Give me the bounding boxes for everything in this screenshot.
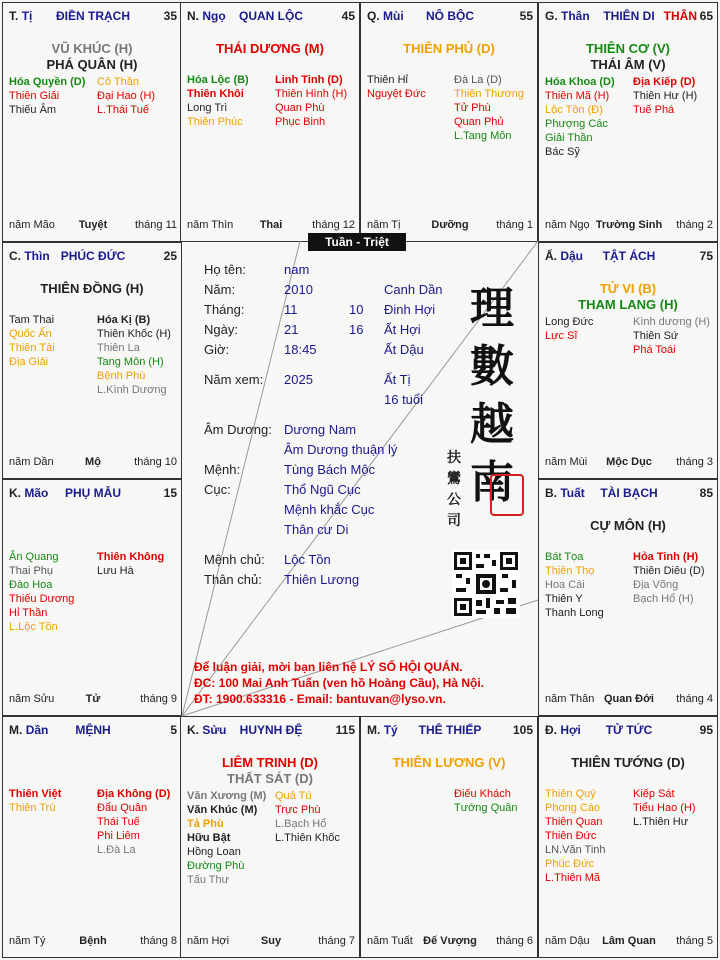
calligraphy-ly: 理 [470, 283, 514, 334]
minor-star: Tấu Thư [187, 874, 230, 886]
minor-star: Thai Phụ [9, 565, 54, 577]
cell-year: năm Dậu [545, 935, 590, 947]
minor-star: Hóa Quyền (D) [9, 76, 86, 88]
cuc-label: Cục: [204, 482, 231, 497]
minor-star: Thiên Tài [9, 342, 55, 354]
minor-star: Phi Liêm [97, 830, 140, 842]
cuc-value: Thổ Ngũ Cục [284, 482, 361, 497]
cell-can: M. [9, 723, 23, 737]
cell-year: năm Tị [367, 219, 401, 231]
minor-star: Bát Tọa [545, 551, 584, 563]
cell-chi: Dần [25, 723, 49, 737]
cell-year: năm Mão [9, 219, 55, 231]
minor-star: Ân Quang [9, 551, 59, 563]
ngay-can-chi: Ất Hợi [384, 322, 421, 337]
calligraphy-small [447, 448, 463, 532]
main-star: VŨ KHÚC (H) [51, 41, 133, 56]
cell-month: tháng 3 [676, 456, 713, 468]
minor-star: Thiên Khôi [187, 88, 244, 100]
minor-star: Bệnh Phù [97, 370, 146, 382]
cell-stage: Quan Đới [604, 693, 654, 705]
main-star: THAM LANG (H) [578, 297, 678, 312]
cell-age: 95 [699, 723, 713, 737]
minor-star: Nguyệt Đức [367, 88, 426, 100]
minor-star: Bác Sỹ [545, 146, 580, 158]
cell-stage: Lâm Quan [602, 935, 656, 947]
calligraphy-viet: 越 [470, 399, 514, 450]
cell-palace-name: THÊ THIẾP [418, 723, 482, 737]
cell-year: năm Sửu [9, 693, 55, 705]
minor-star: Lưu Hà [97, 565, 134, 577]
small-char-4: 司 [447, 513, 461, 529]
cell-palace-name: PHỤ MẪU [65, 486, 121, 500]
thang-label: Tháng: [204, 302, 245, 317]
minor-star: Thiên Khốc (H) [97, 328, 171, 340]
minor-star: Tả Phù [187, 818, 224, 830]
cell-chi: Ngọ [202, 9, 226, 23]
minor-star: Thiên Y [545, 593, 583, 605]
main-star: THÁI ÂM (V) [590, 57, 666, 72]
minor-star: Linh Tinh (D) [275, 74, 343, 86]
minor-star: Phục Binh [275, 116, 326, 128]
cell-month: tháng 2 [676, 219, 713, 231]
minor-star: Thiên Hư (H) [633, 90, 698, 102]
main-star: LIÊM TRINH (D) [221, 755, 319, 770]
minor-star: Quốc Ấn [9, 328, 52, 340]
minor-star: Thiên Mã (H) [545, 90, 610, 102]
main-star: THIÊN TƯỚNG (D) [571, 755, 685, 770]
cell-age: 55 [519, 9, 533, 23]
cell-stage: Đế Vượng [423, 935, 477, 947]
cell-can: Ấ. [545, 249, 557, 263]
minor-star: Lực Sĩ [545, 330, 578, 342]
cuc-relation: Mệnh khắc Cục [284, 502, 375, 517]
contact-line-1: Để luận giải, mời bạn liên hệ LÝ SỐ HỘI QUÁN. [194, 660, 463, 674]
nam-value: 2010 [284, 282, 313, 297]
minor-star: Lộc Tồn (Đ) [545, 104, 603, 116]
menh-value: Tùng Bách Mộc [284, 462, 376, 477]
cell-month: tháng 5 [676, 935, 713, 947]
minor-star: Phượng Các [545, 118, 608, 130]
cell-stage: Bệnh [79, 935, 107, 947]
minor-star: Địa Không (D) [97, 788, 171, 800]
minor-star: Quả Tú [275, 790, 312, 802]
cell-age: 15 [163, 486, 177, 500]
cell-month: tháng 4 [676, 693, 713, 705]
minor-star: Thiên Quý [545, 788, 596, 800]
am-duong-ly: Âm Dương thuận lý [284, 442, 398, 457]
red-seal-icon [490, 474, 524, 516]
cell-palace-name: MỆNH [75, 723, 111, 737]
minor-star: L.Thiên Hư [633, 816, 689, 828]
nam-can-chi: Canh Dần [384, 282, 443, 297]
nam-label: Năm: [204, 282, 236, 297]
cell-month: tháng 9 [140, 693, 177, 705]
cell-age: 45 [341, 9, 355, 23]
minor-star: L.Lộc Tồn [9, 621, 58, 633]
minor-star: Hỉ Thần [9, 607, 48, 619]
minor-star: Đường Phù [187, 860, 245, 872]
cell-stage: Tuyệt [78, 219, 108, 231]
than-chu-value: Thiên Lương [284, 572, 360, 587]
cell-palace-name: THIÊN DI [603, 9, 655, 23]
cell-month: tháng 11 [134, 219, 177, 231]
cell-can: K. [9, 486, 21, 500]
tuan-triet-label: Tuần - Triệt [308, 233, 406, 251]
small-char-1: 扶 [447, 450, 461, 466]
cell-age: 65 [699, 9, 713, 23]
minor-star: Hóa Khoa (D) [545, 76, 615, 88]
minor-star: Thanh Long [545, 607, 604, 619]
main-star: PHÁ QUÂN (H) [46, 57, 138, 72]
cell-chi: Tuất [560, 486, 585, 500]
minor-star: Hồng Loan [187, 846, 241, 858]
minor-star: Phá Toái [633, 344, 676, 356]
minor-star: Thiên Không [97, 551, 165, 563]
thang-am: 10 [349, 302, 364, 317]
main-star: THIÊN CƠ (V) [585, 41, 671, 56]
minor-star: Thiên Hình (H) [275, 88, 348, 100]
minor-star: Long Đức [545, 316, 594, 328]
minor-star: Hỏa Tinh (H) [633, 551, 699, 563]
main-star: THẤT SÁT (D) [227, 771, 313, 786]
cell-chi: Hợi [560, 723, 581, 737]
nam-xem-can-chi: Ất Tị [384, 372, 411, 387]
main-star: THÁI DƯƠNG (M) [216, 41, 324, 56]
minor-star: Thiên Sứ [633, 330, 679, 342]
minor-star: Văn Khúc (M) [187, 804, 258, 816]
cell-age: 35 [163, 9, 177, 23]
minor-star: LN.Văn Tinh [545, 844, 606, 856]
cell-palace-name: NÔ BỘC [426, 9, 474, 23]
cell-stage: Trường Sinh [595, 219, 663, 231]
minor-star: Kiếp Sát [633, 788, 675, 800]
cell-chi: Dậu [560, 249, 584, 263]
cell-palace-name: TẬT ÁCH [602, 249, 656, 263]
minor-star: Thiên La [97, 342, 140, 354]
minor-star: Tướng Quân [454, 802, 518, 814]
minor-star: Đào Hoa [9, 579, 53, 591]
tuoi-value: 16 tuổi [384, 392, 424, 407]
than-cu: Thân cư Di [284, 522, 349, 537]
cell-month: tháng 1 [496, 219, 533, 231]
cell-can: Q. [367, 9, 380, 23]
cell-palace-name: TỬ TỨC [605, 723, 653, 737]
cell-palace-name: QUAN LỘC [239, 9, 303, 23]
minor-star: Thiên Trù [9, 802, 56, 814]
minor-star: Điếu Khách [454, 788, 511, 800]
minor-star: Long Trì [187, 102, 228, 114]
cell-age: 75 [699, 249, 713, 263]
cell-palace-name: TÀI BẠCH [600, 486, 658, 500]
minor-star: L.Thái Tuế [97, 104, 149, 116]
minor-star: Trực Phù [275, 804, 321, 816]
cell-chi: Tý [383, 723, 398, 737]
minor-star: Địa Võng [633, 579, 679, 591]
menh-chu-value: Lộc Tồn [284, 552, 331, 567]
minor-star: Thiếu Âm [9, 104, 57, 116]
gio-can-chi: Ất Dậu [384, 342, 424, 357]
am-duong-label: Âm Dương: [204, 422, 272, 437]
calligraphy-nam: 南 [470, 457, 514, 508]
minor-star: Hóa Kị (B) [97, 314, 151, 326]
thang-value: 11 [284, 302, 298, 317]
minor-star: Thiên Diêu (D) [633, 565, 705, 577]
cell-can: T. [9, 9, 19, 23]
cell-chi: Sửu [202, 723, 227, 737]
menh-chu-label: Mệnh chủ: [204, 552, 265, 567]
minor-star: Thiên Đức [545, 830, 597, 842]
cell-month: tháng 8 [140, 935, 177, 947]
minor-star: Địa Kiếp (D) [633, 76, 696, 88]
ngay-label: Ngày: [204, 322, 238, 337]
minor-star: Đẩu Quân [97, 802, 148, 814]
minor-star: Phong Cáo [545, 802, 601, 814]
cell-year: năm Tý [9, 935, 46, 947]
minor-star: Thiếu Dương [9, 593, 75, 605]
ngay-am: 16 [349, 322, 364, 337]
cell-year: năm Thìn [187, 219, 234, 231]
minor-star: Hoa Cái [545, 579, 585, 591]
calligraphy-so: 數 [470, 341, 514, 392]
minor-star: Thiên Phúc [187, 116, 243, 128]
minor-star: L.Tang Môn [454, 130, 512, 142]
minor-star: Cô Thần [97, 76, 139, 88]
main-star: THIÊN ĐỒNG (H) [40, 281, 144, 296]
cell-can: B. [545, 486, 557, 500]
minor-star: Quan Phù [275, 102, 325, 114]
minor-star: Tử Phù [454, 102, 491, 114]
contact-address: ĐC: 100 Mai Anh Tuấn (ven hồ Hoàng Cầu), Hà Nội. [194, 676, 485, 690]
small-char-2: 鸞 [447, 471, 461, 487]
cell-can: Đ. [545, 723, 557, 737]
cell-than-label: THÂN [663, 9, 697, 23]
nam-xem-label: Năm xem: [204, 372, 264, 387]
main-star: THIÊN PHỦ (D) [403, 41, 495, 56]
cell-can: G. [545, 9, 558, 23]
ho-ten-value: nam [284, 262, 310, 277]
minor-star: Tang Môn (H) [97, 356, 164, 368]
cell-stage: Suy [260, 935, 282, 947]
cell-year: năm Thân [545, 693, 595, 705]
cell-stage: Dưỡng [431, 219, 469, 231]
cell-year: năm Dần [9, 456, 54, 468]
minor-star: Kình dương (H) [633, 316, 710, 328]
minor-star: Bạch Hổ (H) [633, 593, 694, 605]
am-duong-value: Dương Nam [284, 422, 357, 437]
cell-chi: Tị [21, 9, 33, 23]
cell-year: năm Tuất [367, 935, 413, 947]
minor-star: Địa Giải [9, 356, 49, 368]
thang-can-chi: Đinh Hợi [384, 302, 436, 317]
minor-star: L.Thiên Khốc [275, 832, 340, 844]
cell-month: tháng 12 [312, 219, 355, 231]
cell-palace-name: HUYNH ĐỆ [239, 723, 303, 737]
minor-star: Phúc Đức [545, 858, 594, 870]
minor-star: L.Đà La [97, 844, 136, 856]
minor-star: Tam Thai [9, 314, 55, 326]
cell-chi: Mão [24, 486, 49, 500]
cell-age: 25 [163, 249, 177, 263]
cell-month: tháng 6 [496, 935, 533, 947]
minor-star: Thiên Hỉ [367, 74, 408, 86]
cell-stage: Tử [85, 693, 101, 705]
cell-palace-name: PHÚC ĐỨC [60, 249, 126, 263]
cell-stage: Mộc Dục [606, 456, 652, 468]
minor-star: Hữu Bật [187, 832, 231, 844]
cell-stage: Mộ [85, 456, 101, 468]
gio-value: 18:45 [284, 342, 317, 357]
cell-year: năm Mùi [545, 456, 588, 468]
minor-star: Đại Hao (H) [97, 90, 156, 102]
cell-chi: Thân [561, 9, 590, 23]
minor-star: Tiểu Hao (H) [633, 802, 696, 814]
cell-age: 105 [512, 723, 533, 737]
main-star: CỰ MÔN (H) [590, 518, 666, 533]
main-star: TỬ VI (B) [599, 281, 657, 296]
cell-stage: Thai [259, 219, 283, 231]
minor-star: L.Kình Dương [97, 384, 167, 396]
cell-chi: Mùi [383, 9, 404, 23]
cell-can: K. [187, 723, 199, 737]
minor-star: L.Bạch Hổ [275, 818, 327, 830]
small-char-3: 公 [447, 492, 461, 508]
minor-star: L.Thiên Mã [545, 872, 601, 884]
than-chu-label: Thân chủ: [204, 572, 262, 587]
minor-star: Thiên Việt [9, 788, 62, 800]
minor-star: Tuế Phá [633, 104, 675, 116]
minor-star: Văn Xương (M) [187, 790, 267, 802]
minor-star: Hóa Lộc (B) [187, 74, 249, 86]
qr-code-icon [452, 550, 520, 618]
cell-palace-name: ĐIỀN TRẠCH [56, 9, 130, 23]
minor-star: Thiên Quan [545, 816, 603, 828]
main-star: THIÊN LƯƠNG (V) [392, 755, 506, 770]
cell-age: 85 [699, 486, 713, 500]
minor-star: Quan Phủ [454, 116, 504, 128]
ngay-value: 21 [284, 322, 299, 337]
cell-age: 115 [335, 723, 355, 737]
cell-year: năm Ngọ [545, 219, 590, 231]
ho-ten-label: Họ tên: [204, 262, 246, 277]
cell-month: tháng 7 [318, 935, 355, 947]
menh-label: Mệnh: [204, 462, 241, 477]
cell-year: năm Hợi [187, 935, 230, 947]
cell-age: 5 [170, 723, 177, 737]
minor-star: Thái Tuế [97, 816, 140, 828]
cell-chi: Thìn [24, 249, 50, 263]
cell-can: N. [187, 9, 199, 23]
minor-star: Thiên Thương [454, 88, 525, 100]
cell-can: M. [367, 723, 381, 737]
minor-star: Đà La (D) [454, 74, 502, 86]
gio-label: Giờ: [204, 342, 230, 357]
minor-star: Giải Thần [545, 132, 593, 144]
cell-can: C. [9, 249, 21, 263]
nam-xem-value: 2025 [284, 372, 313, 387]
cell-month: tháng 10 [134, 456, 177, 468]
minor-star: Thiên Giải [9, 90, 60, 102]
minor-star: Thiên Thọ [545, 565, 595, 577]
contact-phone-email: ĐT: 1900.633316 - Email: bantuvan@lyso.vn. [194, 692, 446, 706]
